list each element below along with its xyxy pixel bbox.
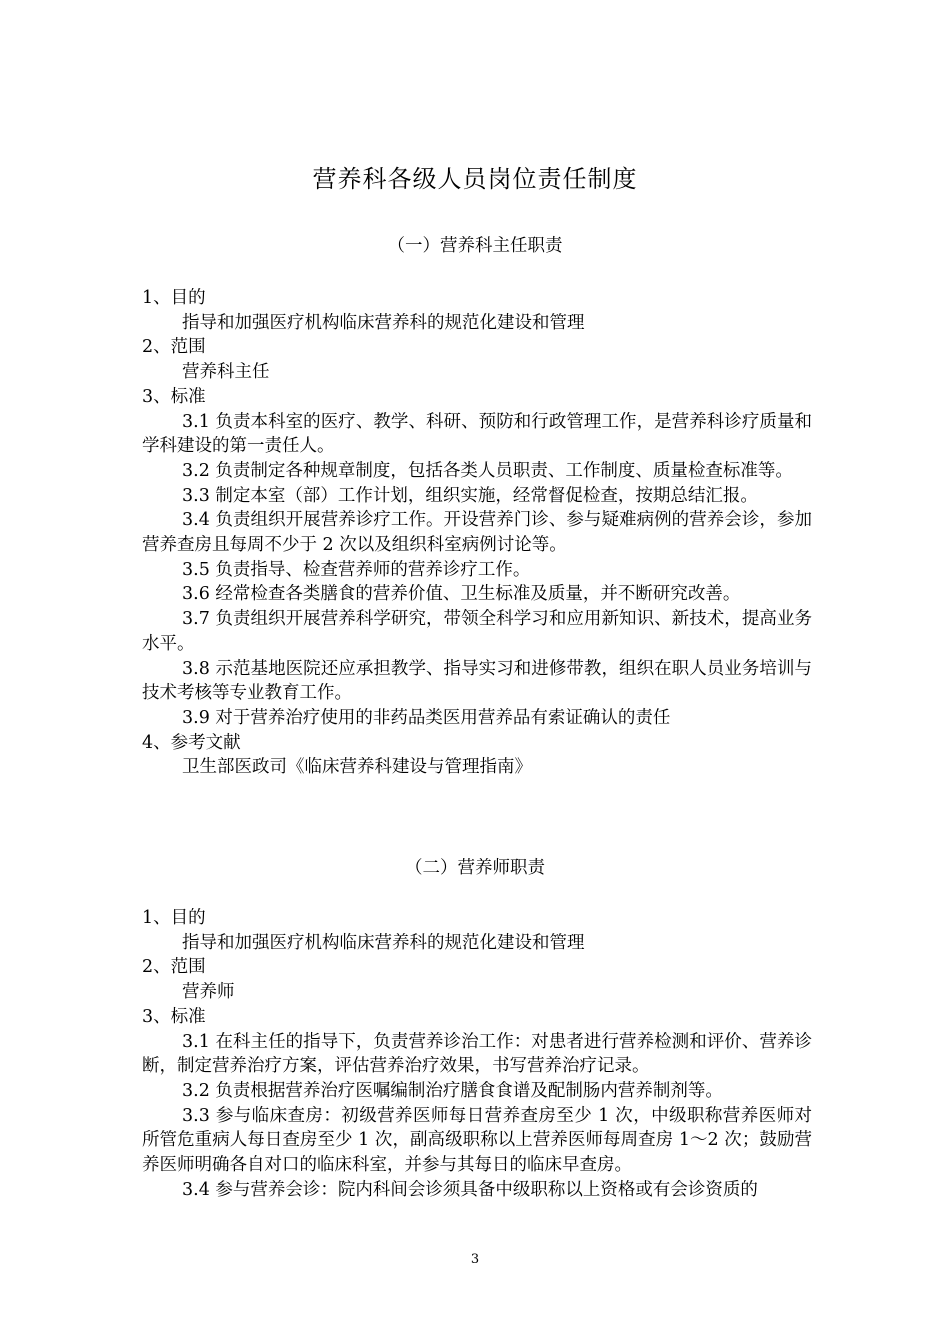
document-title: 营养科各级人员岗位责任制度 <box>312 165 638 193</box>
section-1-item: 3.9 对于营养治疗使用的非药品类医用营养品有索证确认的责任 <box>182 707 671 728</box>
section-1-item: 3.4 负责组织开展营养诊疗工作。开设营养门诊、参与疑难病例的营养会诊，参加营养查房且每周不少于 2 次以及组织科室病例讨论等。 <box>142 510 812 556</box>
section-1-heading-standard: 3、标准 <box>142 386 206 407</box>
section-2-item: 3.4 参与营养会诊：院内科间会诊须具备中级职称以上资格或有会诊资质的 <box>182 1179 758 1200</box>
section-1-item: 3.7 负责组织开展营养科学研究，带领全科学习和应用新知识、新技术，提高业务水平。 <box>142 609 812 654</box>
section-1-item: 3.6 经常检查各类膳食的营养价值、卫生标准及质量，并不断研究改善。 <box>182 584 741 605</box>
section-1-heading-scope: 2、范围 <box>142 337 206 358</box>
section-1-item: 3.2 负责制定各种规章制度，包括各类人员职责、工作制度、质量检查标准等。 <box>182 460 793 481</box>
section-1-item: 3.5 负责指导、检查营养师的营养诊疗工作。 <box>182 559 531 580</box>
section-2-purpose-text: 指导和加强医疗机构临床营养科的规范化建设和管理 <box>182 932 585 953</box>
section-2-body <box>142 906 812 1202</box>
section-1-item: 3.3 制定本室（部）工作计划，组织实施，经常督促检查，按期总结汇报。 <box>182 485 758 506</box>
section-2-item: 3.3 参与临床查房：初级营养医师每日营养查房至少 1 次，中级职称营养医师对所管危重病人每日查房至少 1 次，副高级职称以上营养医师每周查房 1～2 次；鼓励营养医师明确各自对口的临床科室，并参与其每日的临床早查房。 <box>142 1105 812 1176</box>
section-2-item: 3.1 在科主任的指导下，负责营养诊治工作：对患者进行营养检测和评价、营养诊断，制定营养治疗方案，评估营养治疗效果，书写营养治疗记录。 <box>142 1031 812 1077</box>
section-1-title: （一）营养科主任职责 <box>387 236 563 256</box>
section-1-reference-text: 卫生部医政司《临床营养科建设与管理指南》 <box>182 757 532 778</box>
section-2-heading-scope: 2、范围 <box>142 957 206 978</box>
section-2-item: 3.2 负责根据营养治疗医嘱编制治疗膳食食谱及配制肠内营养制剂等。 <box>182 1080 723 1101</box>
section-1-item: 3.1 负责本科室的医疗、教学、科研、预防和行政管理工作，是营养科诊疗质量和学科建设的第一责任人。 <box>142 411 812 457</box>
section-2-heading-purpose: 1、目的 <box>142 908 206 928</box>
section-2-scope-text: 营养师 <box>182 982 235 1003</box>
section-1-body <box>142 286 812 780</box>
section-1-scope-text: 营养科主任 <box>182 362 270 383</box>
section-1-purpose-text: 指导和加强医疗机构临床营养科的规范化建设和管理 <box>182 312 585 333</box>
section-1-item: 3.8 示范基地医院还应承担教学、指导实习和进修带教，组织在职人员业务培训与技术考核等专业教育工作。 <box>142 658 812 704</box>
section-2-heading-standard: 3、标准 <box>142 1006 206 1027</box>
section-1-heading-purpose: 1、目的 <box>142 288 206 308</box>
section-1-heading-references: 4、参考文献 <box>142 732 241 753</box>
section-2-title: （二）营养师职责 <box>405 858 545 878</box>
page-number: 3 <box>470 1252 480 1267</box>
